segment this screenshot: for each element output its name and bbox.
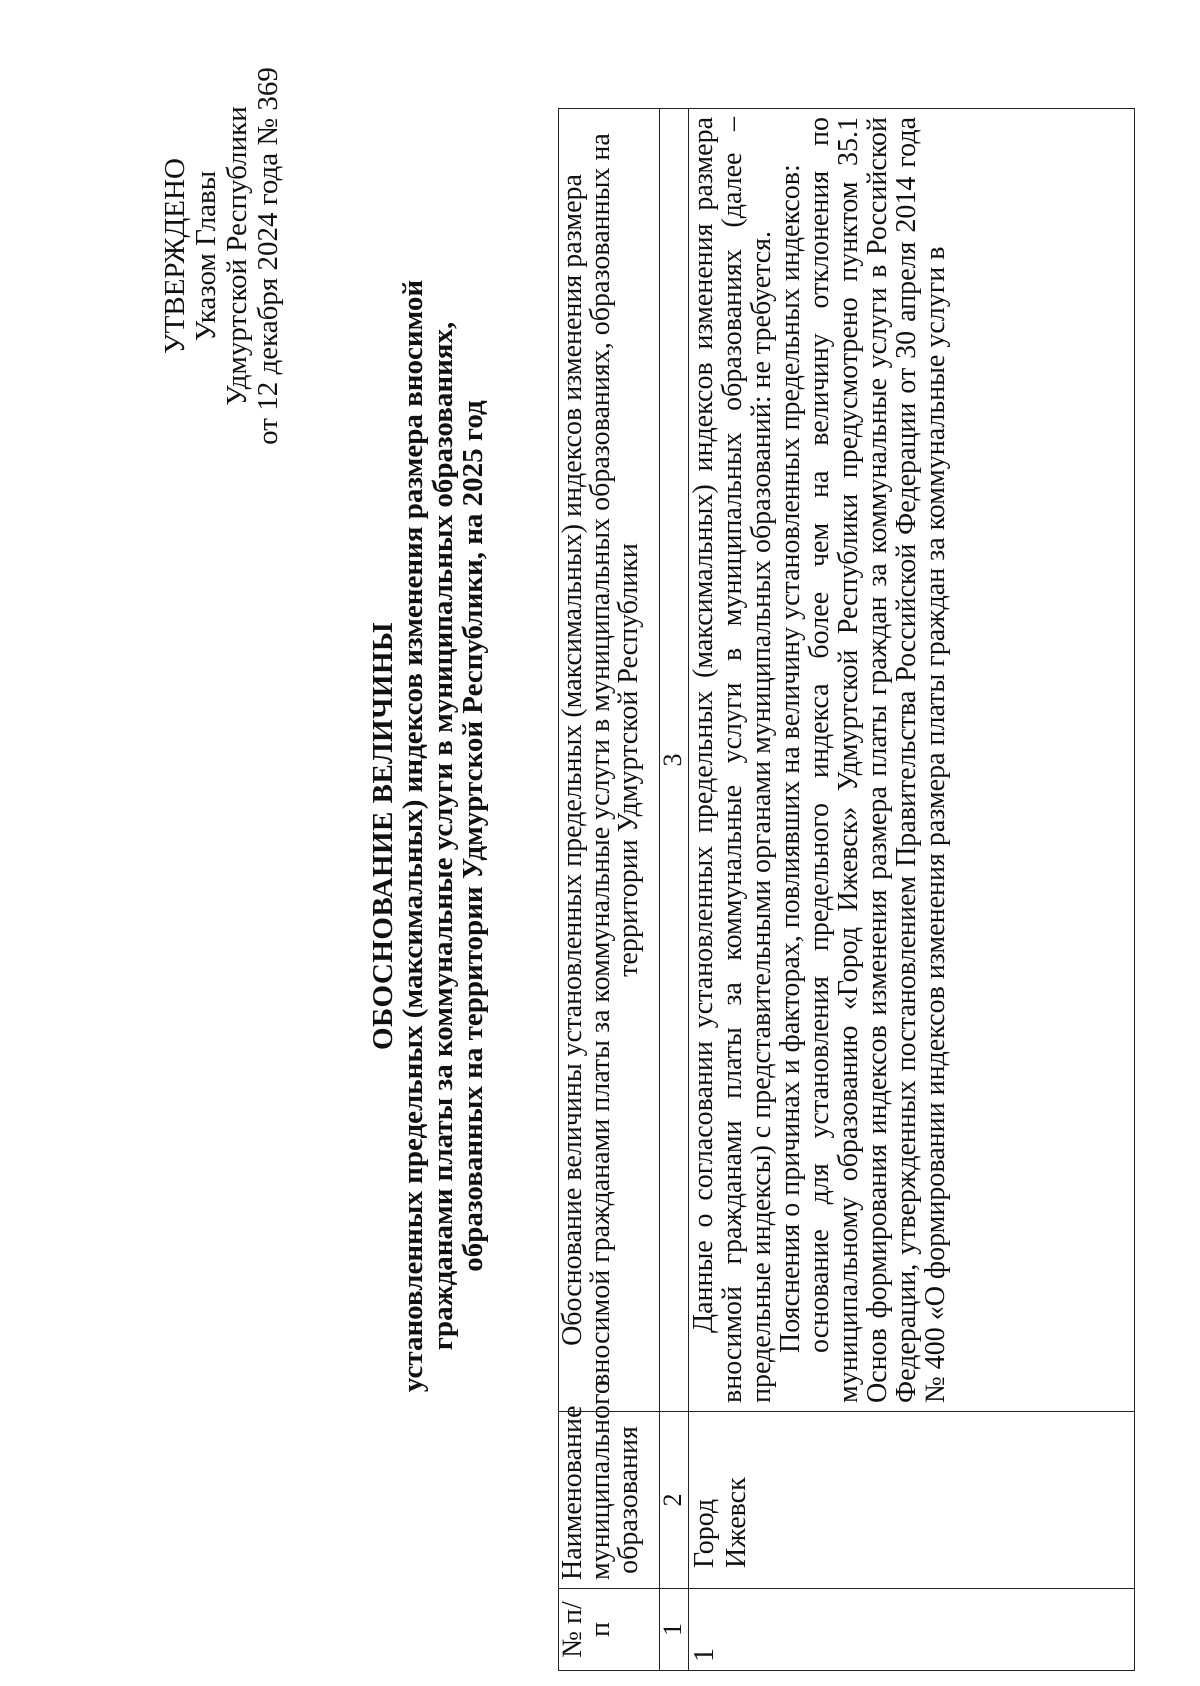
- table-row: [689, 109, 1135, 1671]
- column-number: 2: [660, 1412, 689, 1589]
- row-num: 1: [689, 1589, 1135, 1671]
- row-justification: [689, 109, 1135, 1412]
- approval-line: Указом Главы: [190, 170, 222, 342]
- approval-stamp: [160, 41, 284, 471]
- justification-table: [558, 108, 1135, 1671]
- header-num: № п/п: [559, 1589, 660, 1671]
- approval-line: Удмуртской Республики: [221, 106, 253, 406]
- justification-paragraph: Данные о согласовании установленных предельных (максимальных) индексов изменения размера вносимой гражданами платы за коммунальные услуги в муниципальных образованиях (далее – предельные индексы) с представительными органами муниципальных образований: не требуется.: [688, 117, 777, 1403]
- title-line: гражданами платы за коммунальные услуги в муниципальных образованиях,: [427, 321, 459, 1351]
- justification-paragraph: основание для установления предельного индекса более чем на величину отклонения по муниципальному образованию «Город Ижевск» Удмуртской Республики предусмотрено пунктом 35.1 Основ формирования индексов изменения размера платы граждан за коммунальные услуги в Российской Федерации, утвержденных постановлением Правительства Российской Федерации от 30 апреля 2014 года № 400 «О формировании индексов изменения размера платы граждан за коммунальные услуги в: [804, 117, 951, 1403]
- header-name: Наименование муниципального образования: [559, 1412, 660, 1589]
- column-number-row: [660, 109, 689, 1671]
- justification-paragraph: Пояснения о причинах и факторах, повлиявших на величину установленных предельных индексов:: [775, 164, 806, 1353]
- title-main: ОБОСНОВАНИЕ ВЕЛИЧИНЫ: [367, 622, 399, 1051]
- document-title: [368, 166, 488, 1506]
- title-line: образованных на территории Удмуртской Республики, на 2025 год: [457, 400, 489, 1272]
- header-justification: Обоснование величины установленных предельных (максимальных) индексов изменения размера вносимой гражданами платы за коммунальные услуги в муниципальных образованиях, образованных на территории Удмуртской Республики: [559, 109, 660, 1412]
- column-number: 1: [660, 1589, 689, 1671]
- column-number: 3: [660, 109, 689, 1412]
- table-header-row: [559, 109, 660, 1671]
- approval-line: от 12 декабря 2024 года № 369: [252, 67, 284, 445]
- approval-line: УТВЕРЖДЕНО: [159, 158, 191, 354]
- title-line: установленных предельных (максимальных) индексов изменения размера вносимой: [397, 279, 429, 1393]
- row-municipality: Город Ижевск: [689, 1412, 1135, 1589]
